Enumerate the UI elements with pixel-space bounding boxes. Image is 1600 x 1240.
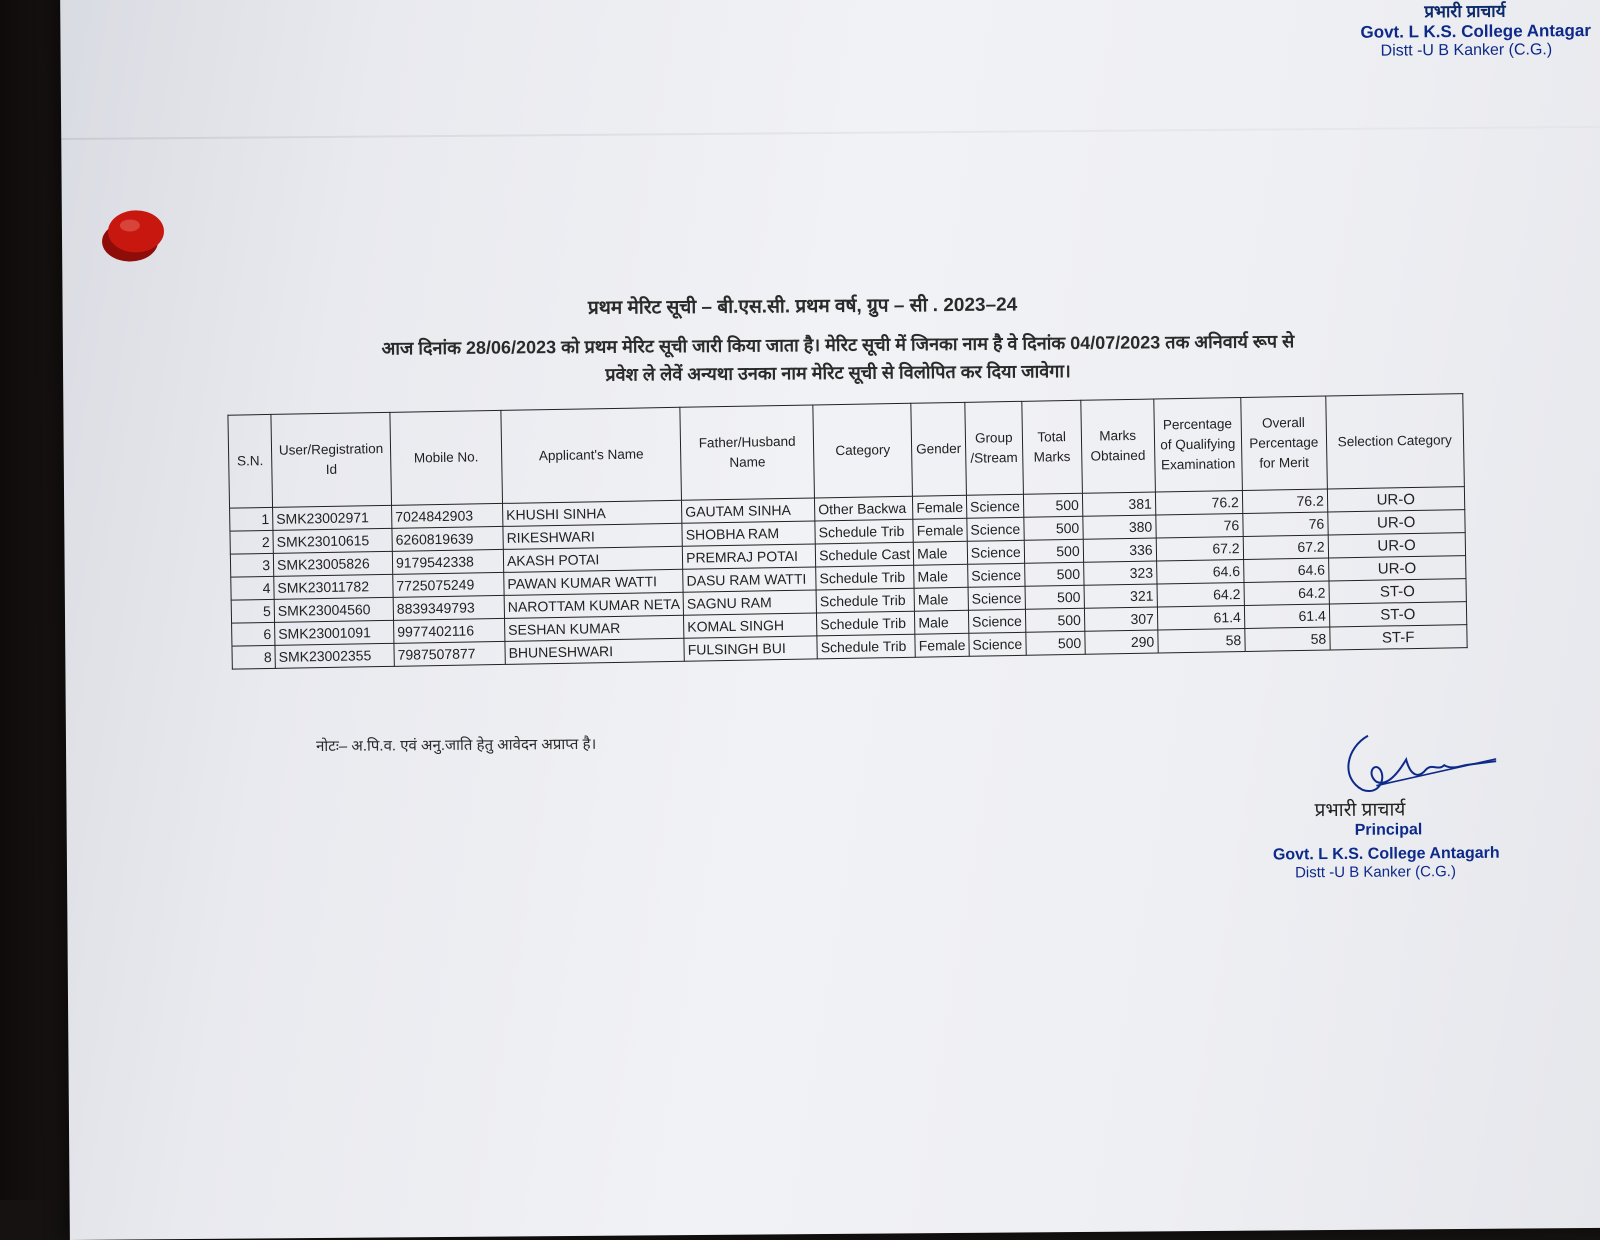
push-pin-icon [100, 207, 166, 264]
cell-selection-category: UR-O [1328, 510, 1465, 535]
signature-hindi-title: प्रभारी प्राचार्य [1314, 799, 1406, 822]
top-stamp [1360, 0, 1600, 61]
cell-mobile: 7725075249 [393, 572, 504, 597]
cell-father-name: PREMRAJ POTAI [682, 544, 815, 569]
cell-registration-id: SMK23005826 [273, 551, 392, 576]
cell-gender: Female [915, 633, 969, 657]
cell-category: Schedule Trib [817, 634, 915, 659]
cell-applicant-name: BHUNESHWARI [505, 638, 685, 664]
cell-selection-category: UR-O [1328, 556, 1465, 581]
cell-overall-percentage: 67.2 [1243, 535, 1328, 559]
cell-total-marks: 500 [1024, 562, 1083, 586]
cell-total-marks: 500 [1024, 516, 1083, 540]
top-stamp-hindi: प्रभारी प्राचार्य [1424, 1, 1506, 22]
cell-gender: Female [913, 495, 967, 519]
notice-text [238, 326, 1438, 391]
cell-qualifying-percentage: 58 [1158, 628, 1245, 653]
cell-category: Other Backwa [815, 496, 913, 521]
cell-stream: Science [968, 609, 1025, 633]
cell-sn: 5 [231, 599, 274, 623]
cell-stream: Science [966, 494, 1023, 518]
cell-overall-percentage: 76 [1243, 512, 1328, 536]
cell-selection-category: ST-F [1330, 625, 1467, 650]
cell-sn: 2 [230, 530, 273, 554]
cell-marks-obtained: 307 [1084, 607, 1157, 631]
header-registration-id: User/Registration Id [271, 412, 392, 507]
cell-total-marks: 500 [1023, 493, 1082, 517]
cell-total-marks: 500 [1024, 539, 1083, 563]
cell-gender: Male [914, 564, 968, 588]
header-qualifying-percentage: Percentage of Qualifying Examination [1154, 398, 1243, 493]
cell-selection-category: UR-O [1327, 487, 1464, 512]
cell-mobile: 7024842903 [392, 503, 503, 528]
cell-applicant-name: NAROTTAM KUMAR NETA [504, 592, 684, 618]
cell-registration-id: SMK23004560 [274, 597, 393, 622]
cell-mobile: 8839349793 [393, 595, 504, 620]
cell-overall-percentage: 64.2 [1244, 581, 1329, 605]
cell-gender: Female [913, 518, 967, 542]
notice-line-2: प्रवेश ले लेवें अन्यथा उनका नाम मेरिट सूची से विलोपित कर दिया जावेगा। [605, 361, 1071, 385]
cell-overall-percentage: 76.2 [1242, 489, 1327, 513]
header-overall-percentage: Overall Percentage for Merit [1240, 396, 1327, 490]
cell-stream: Science [969, 632, 1026, 656]
cell-total-marks: 500 [1025, 608, 1084, 632]
header-total-marks: Total Marks [1022, 400, 1083, 494]
cell-mobile: 9977402116 [394, 618, 505, 643]
signature-english-title: Principal [1354, 821, 1423, 839]
cell-overall-percentage: 58 [1245, 627, 1330, 651]
cell-selection-category: ST-O [1329, 579, 1466, 604]
cell-marks-obtained: 381 [1082, 492, 1155, 516]
cell-mobile: 9179542338 [392, 549, 503, 574]
cell-category: Schedule Trib [816, 588, 914, 613]
paper-fold [61, 125, 1600, 140]
header-gender: Gender [911, 402, 966, 496]
notice-line-1: आज दिनांक 28/06/2023 को प्रथम मेरिट सूची जारी किया जाता है। मेरिट सूची में जिनका नाम है वे दिनांक 04/07/2023 तक अनिवार्य रूप से [381, 331, 1295, 359]
cell-applicant-name: AKASH POTAI [503, 546, 683, 572]
top-stamp-district: Distt -U B Kanker (C.G.) [1380, 41, 1553, 60]
cell-marks-obtained: 323 [1083, 561, 1156, 585]
cell-sn: 1 [230, 507, 273, 531]
cell-father-name: DASU RAM WATTI [683, 567, 816, 592]
cell-category: Schedule Cast [815, 542, 913, 567]
cell-qualifying-percentage: 64.2 [1157, 582, 1244, 607]
cell-registration-id: SMK23002355 [275, 643, 394, 668]
cell-overall-percentage: 64.6 [1243, 558, 1328, 582]
cell-applicant-name: SESHAN KUMAR [505, 615, 685, 641]
cell-father-name: KOMAL SINGH [684, 613, 817, 638]
header-mobile: Mobile No. [390, 410, 503, 505]
cell-qualifying-percentage: 67.2 [1156, 536, 1243, 561]
cell-selection-category: ST-O [1329, 602, 1466, 627]
merit-table [227, 393, 1467, 670]
cell-registration-id: SMK23010615 [273, 528, 392, 553]
header-marks-obtained: Marks Obtained [1081, 399, 1156, 493]
cell-qualifying-percentage: 61.4 [1157, 605, 1244, 630]
cell-marks-obtained: 336 [1083, 538, 1156, 562]
cell-stream: Science [967, 540, 1024, 564]
cell-marks-obtained: 321 [1084, 584, 1157, 608]
cell-category: Schedule Trib [816, 565, 914, 590]
cell-mobile: 6260819639 [392, 526, 503, 551]
cell-stream: Science [967, 517, 1024, 541]
cell-marks-obtained: 290 [1085, 630, 1158, 654]
header-applicant-name: Applicant's Name [501, 407, 682, 503]
cell-father-name: FULSINGH BUI [684, 636, 817, 661]
cell-stream: Science [968, 563, 1025, 587]
cell-applicant-name: PAWAN KUMAR WATTI [504, 569, 684, 595]
principal-signature-block [1266, 729, 1526, 882]
cell-total-marks: 500 [1026, 631, 1085, 655]
cell-mobile: 7987507877 [394, 641, 505, 666]
cell-father-name: SAGNU RAM [683, 590, 816, 615]
header-stream: Group /Stream [965, 401, 1023, 495]
cell-gender: Male [914, 587, 968, 611]
cell-sn: 4 [231, 576, 274, 600]
top-stamp-college: Govt. L K.S. College Antagar [1360, 20, 1592, 42]
cell-father-name: GAUTAM SINHA [682, 498, 815, 523]
header-category: Category [813, 403, 913, 498]
cell-father-name: SHOBHA RAM [682, 521, 815, 546]
cell-total-marks: 500 [1025, 585, 1084, 609]
header-father-name: Father/Husband Name [680, 405, 815, 500]
cell-qualifying-percentage: 76 [1156, 513, 1243, 538]
cell-sn: 8 [232, 645, 275, 669]
signature-district: Distt -U B Kanker (C.G.) [1294, 863, 1456, 882]
cell-marks-obtained: 380 [1083, 515, 1156, 539]
cell-overall-percentage: 61.4 [1244, 604, 1329, 628]
cell-sn: 3 [230, 553, 273, 577]
cell-applicant-name: KHUSHI SINHA [503, 500, 683, 526]
header-sn: S.N. [228, 414, 273, 508]
cell-sn: 6 [232, 622, 275, 646]
cell-category: Schedule Trib [817, 611, 915, 636]
cell-gender: Male [915, 610, 969, 634]
footnote: नोटः– अ.पि.व. एवं अनु.जाति हेतु आवेदन अप्राप्त है। [315, 735, 597, 756]
cell-registration-id: SMK23002971 [273, 505, 392, 530]
signature-college: Govt. L K.S. College Antagarh [1272, 844, 1500, 864]
cell-gender: Male [913, 541, 967, 565]
page-title: प्रथम मेरिट सूची – बी.एस.सी. प्रथम वर्ष, ग्रुप – सी . 2023–24 [587, 294, 1018, 319]
cell-qualifying-percentage: 64.6 [1156, 559, 1243, 584]
merit-list-paper [60, 0, 1600, 1240]
cell-stream: Science [968, 586, 1025, 610]
header-selection-category: Selection Category [1325, 394, 1464, 489]
cell-applicant-name: RIKESHWARI [503, 523, 683, 549]
cell-category: Schedule Trib [815, 519, 913, 544]
cell-registration-id: SMK23001091 [275, 620, 394, 645]
cell-selection-category: UR-O [1328, 533, 1465, 558]
cell-qualifying-percentage: 76.2 [1155, 491, 1242, 516]
cell-registration-id: SMK23011782 [274, 574, 393, 599]
